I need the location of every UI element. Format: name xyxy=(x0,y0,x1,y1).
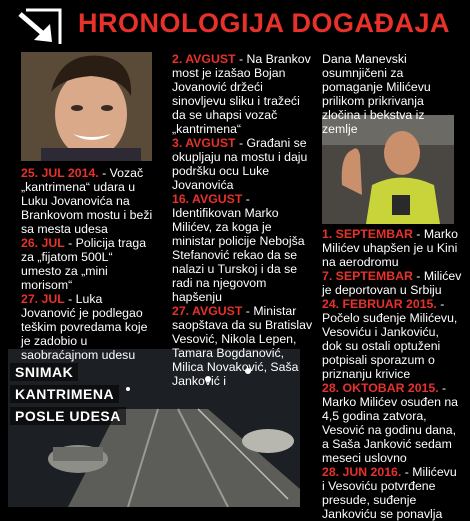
timeline-entry xyxy=(21,166,153,236)
entry-date: 28. OKTOBAR 2015. xyxy=(322,381,439,395)
entry-text: - Marko Milićev uhapšen je u Kini na aerodromu xyxy=(322,227,458,269)
entry-date: 28. JUN 2016. xyxy=(322,465,402,479)
timeline-entry xyxy=(322,269,462,297)
entry-text: - Vozač „kantrimena“ udara u Luku Jovanovića na Brankovom mostu i beži sa mesta udesa xyxy=(21,166,153,236)
timeline-entry xyxy=(172,192,314,304)
timeline-column-2 xyxy=(172,52,314,388)
entry-text: - Luka Jovanović je podlegao teškim povredama koje je zadobio u saobraćajnom udesu xyxy=(21,292,148,362)
photo-luka-jovanovic xyxy=(21,52,152,161)
arrow-down-right-icon xyxy=(12,6,66,46)
entry-text: - Počelo suđenje Milićevu, Vesoviću i Jankoviću, dok su ostali optuženi potpisali sporazum o priznanju krivice xyxy=(322,297,458,381)
entry-date: 24. FEBRUAR 2015. xyxy=(322,297,437,311)
entry-date: 7. SEPTEMBAR xyxy=(322,269,413,283)
timeline-entry xyxy=(21,236,153,292)
entry-text: - Na Brankov most je izašao Bojan Jovanović držeći sinovljevu sliku i tražeći da se uhapsi vozač „kantrimena“ xyxy=(172,52,311,136)
entry-text: - Identifikovan Marko Milićev, za koga je ministar policije Nebojša Stefanović rekao da se nalazi u Turskoj i da se radi na njegovom hapšenju xyxy=(172,192,305,304)
entry-text: - Građani se okupljaju na mostu i daju podršku ocu Luke Jovanovića xyxy=(172,136,308,192)
entry-date: 27. AVGUST xyxy=(172,304,243,318)
timeline-entry xyxy=(322,381,462,465)
entry-text: - Milićevu i Vesoviću potvrđene presude, suđenje Jankoviću se ponavlja xyxy=(322,465,457,521)
video-caption-line1: SNIMAK xyxy=(10,363,78,381)
entry-date: 3. AVGUST xyxy=(172,136,236,150)
entry-date: 1. SEPTEMBAR xyxy=(322,227,413,241)
timeline-column-3-top xyxy=(322,52,457,136)
timeline-column-1 xyxy=(21,166,153,362)
timeline-entry xyxy=(322,297,462,381)
timeline-entry xyxy=(322,227,462,269)
timeline-entry xyxy=(172,136,314,192)
timeline-entry xyxy=(322,465,462,521)
entry-text: - Milićev je deportovan u Srbiju xyxy=(322,269,462,297)
timeline-entry xyxy=(172,52,314,136)
timeline-column-3 xyxy=(322,227,462,521)
entry-text: - Policija traga za „fijatom 500L“ umesto za „mini morisom“ xyxy=(21,236,147,292)
entry-date: 16. AVGUST xyxy=(172,192,243,206)
entry-date: 2. AVGUST xyxy=(172,52,236,66)
video-caption-line2: KANTRIMENA xyxy=(10,385,119,403)
entry-date: 26. JUL xyxy=(21,236,65,250)
timeline-entry-continued: Dana Manevski osumnjičeni za pomaganje Milićevu prilikom prikrivanja zločina i bekstva iz zemlje xyxy=(322,52,431,136)
header xyxy=(0,0,470,50)
entry-date: 27. JUL xyxy=(21,292,65,306)
entry-text: - Marko Milićev osuđen na 4,5 godina zatvora, Vesović na godinu dana, a Saša Janković sedam meseci uslovno xyxy=(322,381,459,465)
timeline-entry xyxy=(21,292,153,362)
timeline-entry xyxy=(172,304,314,388)
entry-date: 25. JUL 2014. xyxy=(21,166,99,180)
entry-text: - Ministar saopštava da su Bratislav Vesović, Nikola Lepen, Tamara Bogdanović, Milica Novaković, Saša Janković i xyxy=(172,304,313,388)
video-caption-line3: POSLE UDESA xyxy=(10,407,126,425)
page-title: HRONOLOGIJA DOGAĐAJA xyxy=(78,8,451,38)
